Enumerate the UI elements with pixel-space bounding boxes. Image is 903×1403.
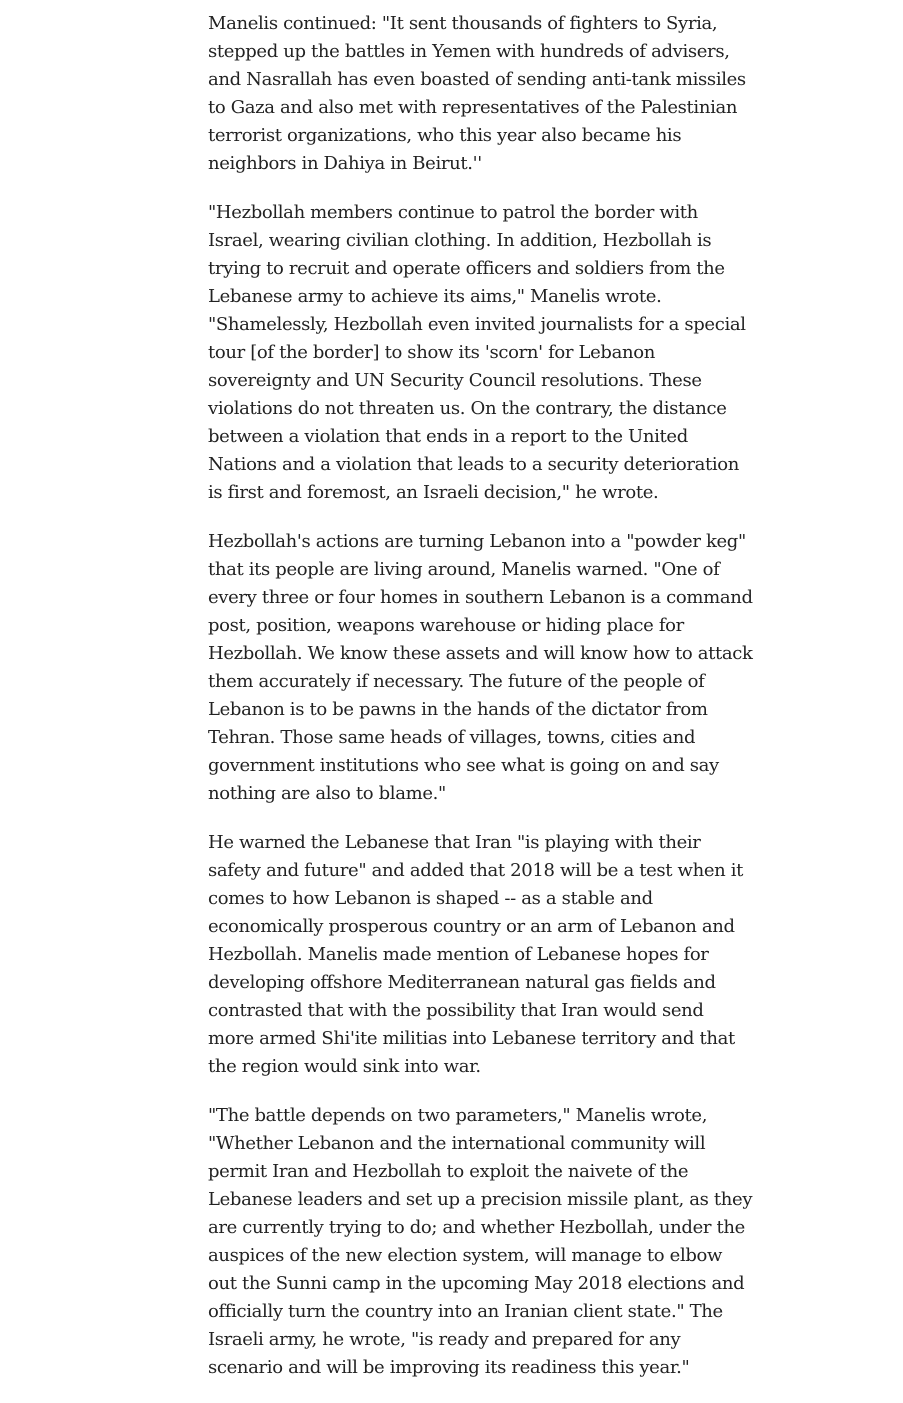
article-paragraph-1: Manelis continued: "It sent thousands of fighters to Syria, stepped up the battles in Yemen with hundreds of advisers, and Nasrallah has even boasted of sending anti-tank missiles to Gaza and also met with representatives of the Palestinian terrorist organizations, who this year also became his neighbors in Dahiya in Beirut.'' [208,13,746,174]
article-paragraph-4: He warned the Lebanese that Iran "is playing with their safety and future" and added that 2018 will be a test when it comes to how Lebanon is shaped -- as a stable and economically prosperous country or an arm of Lebanon and Hezbollah. Manelis made mention of Lebanese hopes for developing offshore Mediterranean natural gas fields and contrasted that with the possibility that Iran would send more armed Shi'ite militias into Lebanese territory and that the region would sink into war. [208,832,744,1077]
article-body [208,10,753,1403]
article-paragraph-3: Hezbollah's actions are turning Lebanon into a "powder keg" that its people are living around, Manelis warned. "One of every three or four homes in southern Lebanon is a command post, position, weapons warehouse or hiding place for Hezbollah. We know these assets and will know how to attack them accurately if necessary. The future of the people of Lebanon is to be pawns in the hands of the dictator from Tehran. Those same heads of villages, towns, cities and government institutions who see what is going on and say nothing are also to blame." [208,531,753,804]
article-paragraph-2: "Hezbollah members continue to patrol the border with Israel, wearing civilian clothing. In addition, Hezbollah is trying to recruit and operate officers and soldiers from the Lebanese army to achieve its aims," Manelis wrote. "Shamelessly, Hezbollah even invited journalists for a special tour [of the border] to show its 'scorn' for Lebanon sovereignty and UN Security Council resolutions. These violations do not threaten us. On the contrary, the distance between a violation that ends in a report to the United Nations and a violation that leads to a security deterioration is first and foremost, an Israeli decision," he wrote. [208,202,746,503]
article-paragraph-5: "The battle depends on two parameters," Manelis wrote, "Whether Lebanon and the international community will permit Iran and Hezbollah to exploit the naivete of the Lebanese leaders and set up a precision missile plant, as they are currently trying to do; and whether Hezbollah, under the auspices of the new election system, will manage to elbow out the Sunni camp in the upcoming May 2018 elections and officially turn the country into an Iranian client state." The Israeli army, he wrote, "is ready and prepared for any scenario and will be improving its readiness this year." [208,1105,753,1378]
